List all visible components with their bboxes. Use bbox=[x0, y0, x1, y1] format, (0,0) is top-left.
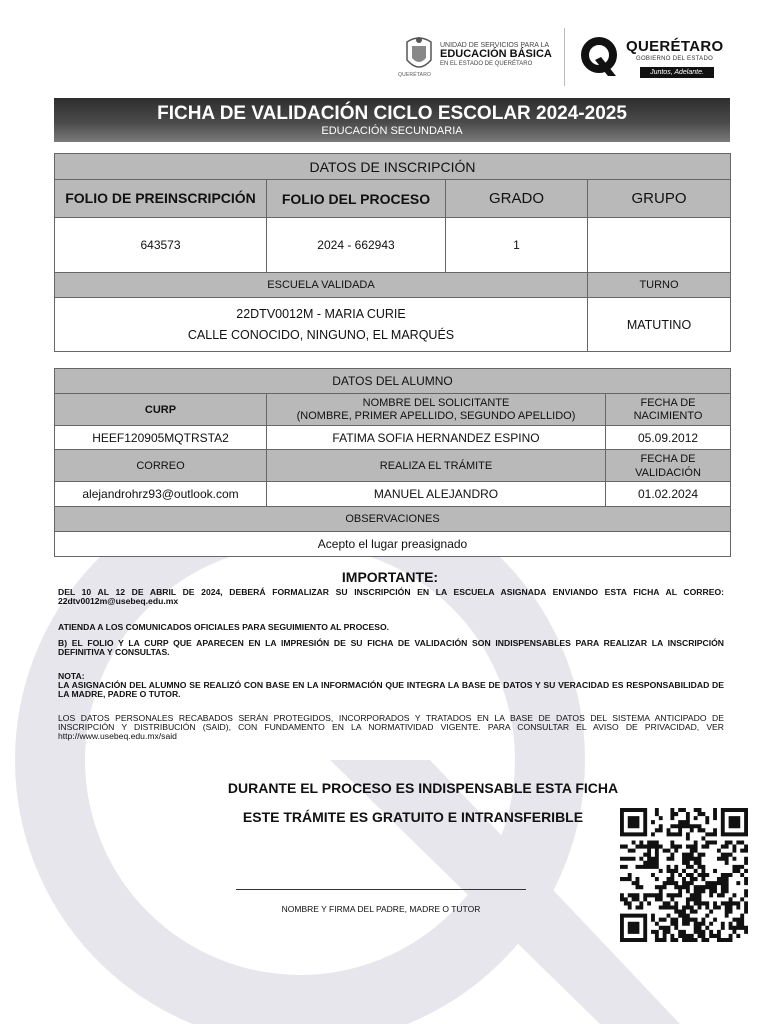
important-p5: LOS DATOS PERSONALES RECABADOS SERÁN PROTEGIDOS, INCORPORADOS Y TRATADOS EN LA BASE DE DATOS DEL SISTEMA ANTICIPADO DE INSCRIPCIÓN Y DISTRIBUCIÓN (SAID), CON FUNDAMENTO EN LA NORMATIVIDAD VIGENTE. PARA CONSULTAR EL AVISO DE PRIVACIDAD, VER http://www.usebeq.edu.mx/said bbox=[58, 713, 724, 741]
folio-proceso-value: 2024 - 662943 bbox=[267, 218, 446, 273]
page-title: FICHA DE VALIDACIÓN CICLO ESCOLAR 2024-2025 bbox=[157, 103, 627, 124]
signature-label: NOMBRE Y FIRMA DEL PADRE, MADRE O TUTOR bbox=[281, 904, 481, 914]
turno-label: TURNO bbox=[588, 273, 731, 298]
important-p1: DEL 10 AL 12 DE ABRIL DE 2024, DEBERÁ FORMALIZAR SU INSCRIPCIÓN EN LA ESCUELA ASIGNADA ENVIANDO ESTA FICHA AL CORREO: 22dtv0012m@usebeq.edu.mx bbox=[58, 587, 724, 606]
important-p2: ATIENDA A LOS COMUNICADOS OFICIALES PARA SEGUIMIENTO AL PROCESO. bbox=[58, 622, 390, 632]
escuela-value bbox=[55, 298, 588, 352]
grupo-value bbox=[588, 218, 731, 273]
escuela-label: ESCUELA VALIDADA bbox=[55, 273, 588, 298]
nota-label: NOTA: bbox=[58, 671, 85, 681]
footer-line2: ESTE TRÁMITE ES GRATUITO E INTRANSFERIBLE bbox=[242, 809, 584, 825]
nombre-value: FATIMA SOFIA HERNANDEZ ESPINO bbox=[267, 426, 606, 450]
important-nota bbox=[58, 672, 724, 699]
qr-code-icon bbox=[620, 808, 748, 942]
grado-value: 1 bbox=[446, 218, 588, 273]
usebeq-line2: EDUCACIÓN BÁSICA bbox=[440, 48, 552, 61]
observaciones-label: OBSERVACIONES bbox=[55, 507, 731, 532]
usebeq-line3: EN EL ESTADO DE QUERÉTARO bbox=[440, 60, 533, 67]
alumno-heading: DATOS DEL ALUMNO bbox=[55, 369, 731, 394]
page-subtitle: EDUCACIÓN SECUNDARIA bbox=[321, 125, 463, 137]
footer-line1: DURANTE EL PROCESO ES INDISPENSABLE ESTA FICHA bbox=[227, 780, 619, 796]
col-fecha-validacion: FECHA DE VALIDACIÓN bbox=[606, 450, 731, 482]
queretaro-q-icon bbox=[580, 36, 620, 78]
nota-text: LA ASIGNACIÓN DEL ALUMNO SE REALIZÓ CON BASE EN LA INFORMACIÓN QUE INTEGRA LA BASE DE DATOS Y SU VERACIDAD ES RESPONSABILIDAD DE LA MADRE, PADRE O TUTOR. bbox=[58, 680, 724, 699]
observaciones-value: Acepto el lugar preasignado bbox=[55, 532, 731, 557]
col-correo: CORREO bbox=[55, 450, 267, 482]
escuela-clave: 22DTV0012M - MARIA CURIE bbox=[236, 306, 406, 321]
col-folio-preinscripcion: FOLIO DE PREINSCRIPCIÓN bbox=[55, 180, 267, 218]
usebeq-logo bbox=[440, 42, 552, 67]
col-nombre-line2: (NOMBRE, PRIMER APELLIDO, SEGUNDO APELLIDO) bbox=[296, 409, 576, 422]
fecha-nacimiento-value: 05.09.2012 bbox=[606, 426, 731, 450]
col-grado: GRADO bbox=[446, 180, 588, 218]
col-fecha-nacimiento: FECHA DE NACIMIENTO bbox=[606, 394, 731, 426]
header-divider bbox=[564, 28, 565, 86]
col-curp: CURP bbox=[55, 394, 267, 426]
col-nombre-line1: NOMBRE DEL SOLICITANTE bbox=[362, 396, 510, 409]
curp-value: HEEF120905MQTRSTA2 bbox=[55, 426, 267, 450]
fecha-validacion-value: 01.02.2024 bbox=[606, 482, 731, 507]
title-band bbox=[54, 98, 730, 142]
queretaro-tagline: Juntos, Adelante. bbox=[640, 67, 714, 78]
correo-value: alejandrohrz93@outlook.com bbox=[55, 482, 267, 507]
signature-line bbox=[236, 889, 526, 890]
queretaro-subtitle: GOBIERNO DEL ESTADO bbox=[636, 56, 714, 62]
important-title: IMPORTANTE: bbox=[341, 569, 439, 585]
important-p3: B) EL FOLIO Y LA CURP QUE APARECEN EN LA IMPRESIÓN DE SU FICHA DE VALIDACIÓN SON INDISPENSABLES PARA REALIZAR LA INSCRIPCIÓN DEFINITIVA Y CONSULTAS. bbox=[58, 638, 724, 657]
inscripcion-heading: DATOS DE INSCRIPCIÓN bbox=[55, 154, 731, 180]
col-realiza-tramite: REALIZA EL TRÁMITE bbox=[267, 450, 606, 482]
folio-preinscripcion-value: 643573 bbox=[55, 218, 267, 273]
alumno-table bbox=[54, 368, 731, 557]
usebeq-line1: UNIDAD DE SERVICIOS PARA LA bbox=[440, 42, 550, 49]
escuela-direccion: CALLE CONOCIDO, NINGUNO, EL MARQUÉS bbox=[187, 327, 455, 342]
seal-caption: QUERÉTARO bbox=[398, 72, 432, 78]
col-nombre bbox=[267, 394, 606, 426]
turno-value: MATUTINO bbox=[588, 298, 731, 352]
queretaro-name: QUERÉTARO bbox=[626, 38, 724, 55]
col-folio-proceso: FOLIO DEL PROCESO bbox=[267, 180, 446, 218]
col-grupo: GRUPO bbox=[588, 180, 731, 218]
inscripcion-table bbox=[54, 153, 731, 352]
realiza-tramite-value: MANUEL ALEJANDRO bbox=[267, 482, 606, 507]
